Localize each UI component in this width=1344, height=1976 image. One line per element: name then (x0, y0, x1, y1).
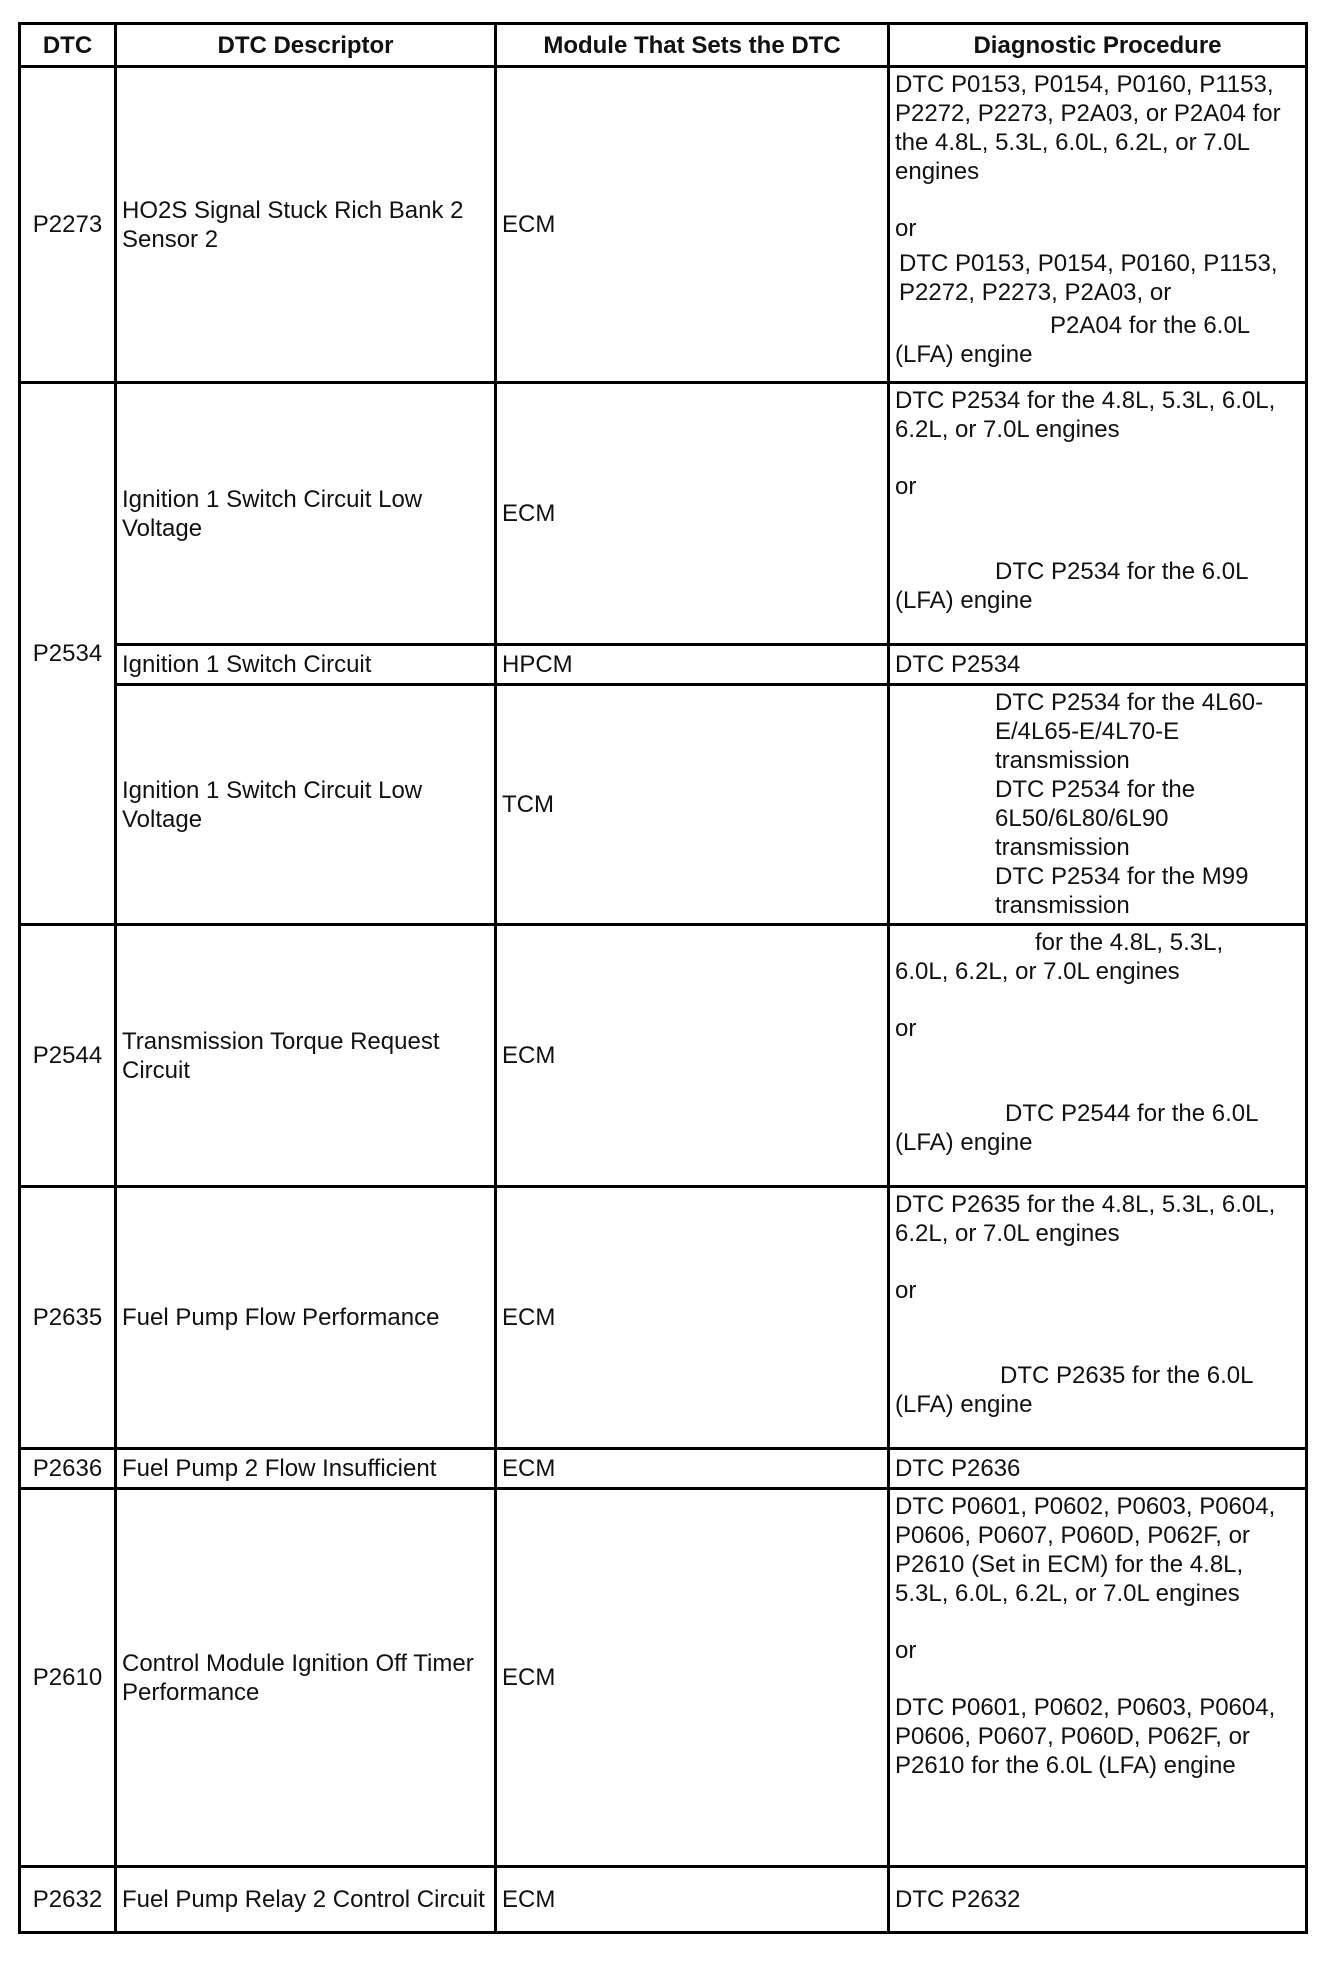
diagnostic-procedure (889, 383, 1307, 645)
dtc-table (18, 22, 1308, 1934)
procedure-text: 6.0L, 6.2L, or 7.0L engines (895, 958, 1180, 985)
diagnostic-procedure (889, 1187, 1307, 1449)
dtc-module: ECM (496, 1187, 889, 1449)
dtc-descriptor: Ignition 1 Switch Circuit Low Voltage (116, 383, 496, 645)
table-row (20, 1187, 1307, 1449)
dtc-descriptor: Fuel Pump 2 Flow Insufficient (116, 1449, 496, 1489)
table-row (20, 1867, 1307, 1933)
procedure-text: DTC P2635 for the 6.0L (1000, 1362, 1254, 1389)
table-header-row (20, 24, 1307, 67)
dtc-code: P2636 (20, 1449, 116, 1489)
header-procedure: Diagnostic Procedure (889, 24, 1307, 67)
procedure-text: (LFA) engine (895, 341, 1033, 368)
procedure-text: DTC P2544 for the 6.0L (1005, 1100, 1259, 1127)
procedure-or: or (895, 215, 917, 242)
dtc-module: TCM (496, 685, 889, 925)
procedure-or: or (895, 1015, 917, 1042)
dtc-code: P2632 (20, 1867, 116, 1933)
dtc-module: ECM (496, 1867, 889, 1933)
dtc-code: P2610 (20, 1489, 116, 1867)
procedure-text: for the 4.8L, 5.3L, (1035, 929, 1224, 956)
dtc-module: HPCM (496, 645, 889, 685)
procedure-text: DTC P2534 for the 6.0L (995, 558, 1249, 585)
dtc-descriptor: Fuel Pump Flow Performance (116, 1187, 496, 1449)
procedure-or: or (895, 473, 917, 500)
procedure-text: DTC P0153, P0154, P0160, P1153, P2272, P2273, P2A03, or P2A04 for the 4.8L, 5.3L, 6.0L, 6.2L, or 7.0L engines (895, 71, 1281, 185)
header-dtc: DTC (20, 24, 116, 67)
diagnostic-procedure (889, 1489, 1307, 1867)
header-module: Module That Sets the DTC (496, 24, 889, 67)
dtc-module: ECM (496, 383, 889, 645)
dtc-descriptor: Ignition 1 Switch Circuit Low Voltage (116, 685, 496, 925)
dtc-descriptor: Transmission Torque Request Circuit (116, 925, 496, 1187)
procedure-or: or (895, 1637, 917, 1664)
procedure-text: DTC P2534 for the M99 transmission (995, 863, 1249, 919)
dtc-descriptor: Fuel Pump Relay 2 Control Circuit (116, 1867, 496, 1933)
dtc-module: ECM (496, 925, 889, 1187)
dtc-descriptor: HO2S Signal Stuck Rich Bank 2 Sensor 2 (116, 67, 496, 383)
dtc-code: P2544 (20, 925, 116, 1187)
procedure-text: DTC P2635 for the 4.8L, 5.3L, 6.0L, 6.2L, or 7.0L engines (895, 1191, 1276, 1247)
dtc-code: P2635 (20, 1187, 116, 1449)
procedure-text: DTC P2534 for the 6L50/6L80/6L90 transmission (995, 776, 1196, 861)
procedure-text: DTC P0601, P0602, P0603, P0604, P0606, P0607, P060D, P062F, or P2610 (Set in ECM) for the 4.8L, 5.3L, 6.0L, 6.2L, or 7.0L engines (895, 1493, 1276, 1607)
diagnostic-procedure: DTC P2632 (889, 1867, 1307, 1933)
procedure-text: DTC P2534 for the 4.8L, 5.3L, 6.0L, 6.2L, or 7.0L engines (895, 387, 1276, 443)
procedure-text: (LFA) engine (895, 1129, 1033, 1156)
procedure-text: DTC P0153, P0154, P0160, P1153, P2272, P2273, P2A03, or (899, 250, 1278, 306)
procedure-text: DTC P0601, P0602, P0603, P0604, P0606, P0607, P060D, P062F, or P2610 for the 6.0L (LFA) engine (895, 1694, 1276, 1779)
dtc-code: P2273 (20, 67, 116, 383)
table-row (20, 925, 1307, 1187)
procedure-or: or (895, 1277, 917, 1304)
dtc-module: ECM (496, 1489, 889, 1867)
dtc-descriptor: Control Module Ignition Off Timer Performance (116, 1489, 496, 1867)
table-row (20, 1449, 1307, 1489)
procedure-text: DTC P2534 for the 4L60-E/4L65-E/4L70-E transmission (995, 689, 1264, 774)
table-row (20, 645, 1307, 685)
header-descriptor: DTC Descriptor (116, 24, 496, 67)
procedure-text: (LFA) engine (895, 587, 1033, 614)
table-row (20, 383, 1307, 645)
dtc-descriptor: Ignition 1 Switch Circuit (116, 645, 496, 685)
diagnostic-procedure: DTC P2534 (889, 645, 1307, 685)
table-row (20, 1489, 1307, 1867)
dtc-module: ECM (496, 1449, 889, 1489)
diagnostic-procedure (889, 67, 1307, 383)
table-row (20, 685, 1307, 925)
dtc-module: ECM (496, 67, 889, 383)
procedure-text: (LFA) engine (895, 1391, 1033, 1418)
diagnostic-procedure (889, 685, 1307, 925)
procedure-text: P2A04 for the 6.0L (1050, 312, 1251, 339)
diagnostic-procedure: DTC P2636 (889, 1449, 1307, 1489)
diagnostic-procedure (889, 925, 1307, 1187)
table-row (20, 67, 1307, 383)
dtc-code: P2534 (20, 383, 116, 925)
